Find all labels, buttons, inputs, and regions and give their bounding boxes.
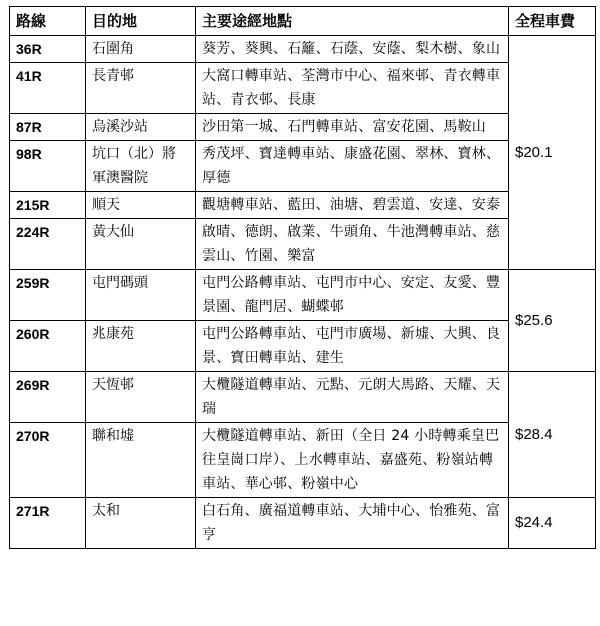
stops: 大欖隧道轉車站、新田（全日 24 小時轉乘皇巴往皇崗口岸）、上水轉車站、嘉盛苑、粉嶺站轉車站、華心邨、粉嶺中心 — [196, 423, 509, 498]
route-number: 87R — [10, 114, 86, 141]
stops: 屯門公路轉車站、屯門市廣場、新墟、大興、良景、寶田轉車站、建生 — [196, 321, 509, 372]
stops: 大欖隧道轉車站、元點、元朗大馬路、天耀、天瑞 — [196, 372, 509, 423]
route-number: 269R — [10, 372, 86, 423]
destination: 天恆邨 — [86, 372, 196, 423]
stops: 啟晴、德朗、啟業、牛頭角、牛池灣轉車站、慈雲山、竹園、樂富 — [196, 219, 509, 270]
stops: 白石角、廣福道轉車站、大埔中心、怡雅苑、富亨 — [196, 498, 509, 549]
stops: 葵芳、葵興、石籬、石蔭、安蔭、梨木樹、象山 — [196, 36, 509, 63]
destination: 長青邨 — [86, 63, 196, 114]
table-row — [10, 192, 596, 219]
table-row — [10, 36, 596, 63]
fare-cell: $25.6 — [509, 270, 596, 372]
destination: 兆康苑 — [86, 321, 196, 372]
fare-cell: $20.1 — [509, 36, 596, 270]
route-number: 215R — [10, 192, 86, 219]
fare-cell: $24.4 — [509, 498, 596, 549]
header-stops: 主要途經地點 — [196, 7, 509, 36]
destination: 屯門碼頭 — [86, 270, 196, 321]
table-row — [10, 219, 596, 270]
destination: 順天 — [86, 192, 196, 219]
destination: 太和 — [86, 498, 196, 549]
table-row — [10, 270, 596, 321]
route-number: 260R — [10, 321, 86, 372]
header-route: 路線 — [10, 7, 86, 36]
table-row — [10, 372, 596, 423]
header-destination: 目的地 — [86, 7, 196, 36]
route-number: 224R — [10, 219, 86, 270]
table-row — [10, 141, 596, 192]
stops: 大窩口轉車站、荃灣市中心、福來邨、青衣轉車站、青衣邨、長康 — [196, 63, 509, 114]
table-row — [10, 321, 596, 372]
table-row — [10, 114, 596, 141]
destination: 石圍角 — [86, 36, 196, 63]
route-number: 270R — [10, 423, 86, 498]
destination: 烏溪沙站 — [86, 114, 196, 141]
route-number: 41R — [10, 63, 86, 114]
fare-cell: $28.4 — [509, 372, 596, 498]
route-number: 98R — [10, 141, 86, 192]
route-number: 36R — [10, 36, 86, 63]
header-row — [10, 7, 596, 36]
table-row — [10, 423, 596, 498]
destination: 坑口（北）將軍澳醫院 — [86, 141, 196, 192]
table-row — [10, 63, 596, 114]
table-row — [10, 498, 596, 549]
stops: 沙田第一城、石門轉車站、富安花園、馬鞍山 — [196, 114, 509, 141]
stops: 屯門公路轉車站、屯門市中心、安定、友愛、豐景園、龍門居、蝴蝶邨 — [196, 270, 509, 321]
destination: 黃大仙 — [86, 219, 196, 270]
destination: 聯和墟 — [86, 423, 196, 498]
header-fare: 全程車費 — [509, 7, 596, 36]
route-number: 259R — [10, 270, 86, 321]
stops: 觀塘轉車站、藍田、油塘、碧雲道、安達、安泰 — [196, 192, 509, 219]
route-number: 271R — [10, 498, 86, 549]
bus-route-table — [9, 6, 596, 549]
stops: 秀茂坪、寶達轉車站、康盛花園、翠林、寶林、厚德 — [196, 141, 509, 192]
